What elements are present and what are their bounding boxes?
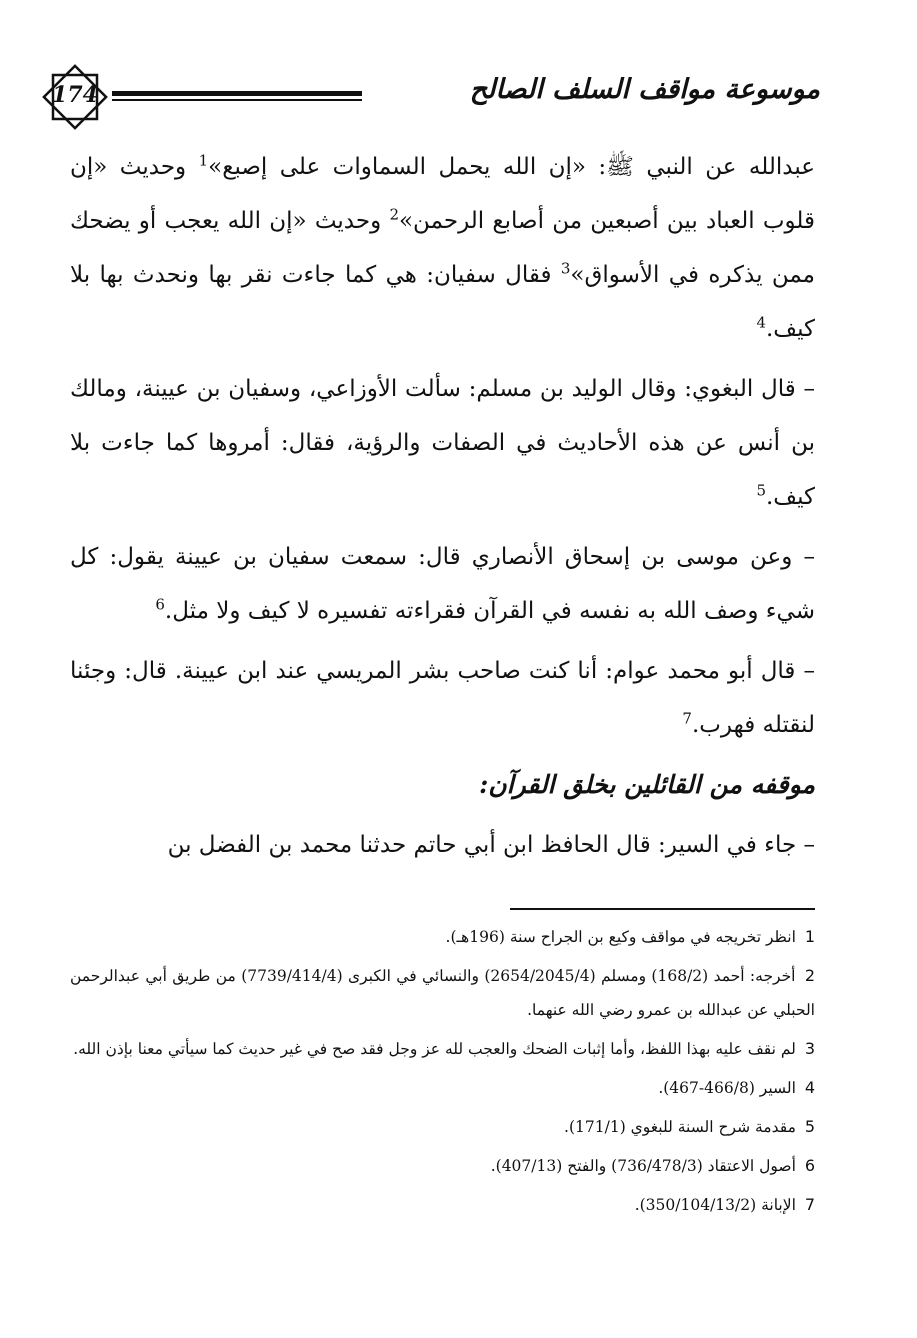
footnote-number: 3 [804,1039,815,1058]
body-paragraph [70,644,815,752]
footnote-reference[interactable]: 3 [560,259,571,278]
footnote-number: 6 [804,1156,815,1175]
footnotes [70,920,815,1227]
footnote-reference[interactable]: 7 [682,709,692,728]
body-text: فقال سفيان: هي كما جاءت نقر بها ونحدث بها بلا كيف. [70,262,815,342]
footnote-reference[interactable]: 4 [756,313,766,332]
body-text: – قال البغوي: وقال الوليد بن مسلم: سألت الأوزاعي، وسفيان بن عيينة، ومالك بن أنس عن هذه الأحاديث في الصفات والرؤية، فقال: أمروها كما جاءت بلا كيف. [70,376,815,510]
main-text [70,140,815,878]
footnote-reference[interactable]: 2 [389,205,399,224]
footnote-text: أخرجه: أحمد (168/2) ومسلم (2654/2045/4) والنسائي في الكبرى (7739/414/4) من طريق أبي عبدالرحمن الحبلي عن عبدالله بن عمرو رضي الله عنهما. [70,967,815,1019]
body-paragraph [70,362,815,524]
header-rule [112,91,362,103]
footnote-text: انظر تخريجه في مواقف وكيع بن الجراح سنة (196هـ). [445,928,801,946]
footnote-item [70,1110,815,1144]
page-number: 174 [52,82,98,108]
page-header [40,62,820,132]
footnote-reference[interactable]: 5 [756,481,766,500]
footnote-reference[interactable]: 1 [198,151,209,170]
footnote-text: لم نقف عليه بهذا اللفظ، وأما إثبات الضحك والعجب لله عز وجل فقد صح في غير حديث كما سيأتي معنا بإذن الله. [73,1040,801,1058]
footnote-text: مقدمة شرح السنة للبغوي (171/1). [564,1118,801,1136]
footnote-number: 7 [804,1195,815,1214]
footnote-item [70,1032,815,1066]
book-title: موسوعة مواقف السلف الصالح [469,74,820,105]
footnote-text: الإبانة (350/104/13/2). [634,1196,801,1214]
footnote-item [70,1188,815,1222]
footnote-item [70,1149,815,1183]
footnote-separator [510,908,815,910]
body-paragraph [70,818,815,872]
footnote-item [70,920,815,954]
page-number-badge [40,62,110,132]
footnote-number: 5 [804,1117,815,1136]
footnote-text: السير (466/8-467). [658,1079,801,1097]
body-text: وحديث «إن الله يعجب أو يضحك ممن يذكره في الأسواق» [70,208,815,288]
body-paragraph [70,530,815,638]
footnote-item [70,959,815,1027]
footnote-number: 4 [804,1078,815,1097]
footnote-reference[interactable]: 6 [155,595,165,614]
body-text: – قال أبو محمد عوام: أنا كنت صاحب بشر المريسي عند ابن عيينة. قال: وجئنا لنقتله فهرب. [70,658,815,738]
body-text: عبدالله عن النبي ﷺ: «إن الله يحمل السماوات على إصبع» [208,154,815,180]
footnote-text: أصول الاعتقاد (736/478/3) والفتح (407/13). [490,1157,801,1175]
footnote-item [70,1071,815,1105]
body-paragraph [70,140,815,356]
section-heading: موقفه من القائلين بخلق القرآن: [479,770,815,799]
body-text: – جاء في السير: قال الحافظ ابن أبي حاتم حدثنا محمد بن الفضل بن [167,832,815,858]
body-text: – وعن موسى بن إسحاق الأنصاري قال: سمعت سفيان بن عيينة يقول: كل شيء وصف الله به نفسه في القرآن فقراءته تفسيره لا كيف ولا مثل. [70,544,815,624]
footnote-number: 1 [804,927,815,946]
body-text: وحديث «إن قلوب العباد بين أصبعين من أصابع الرحمن» [70,154,815,234]
footnote-number: 2 [804,966,816,985]
